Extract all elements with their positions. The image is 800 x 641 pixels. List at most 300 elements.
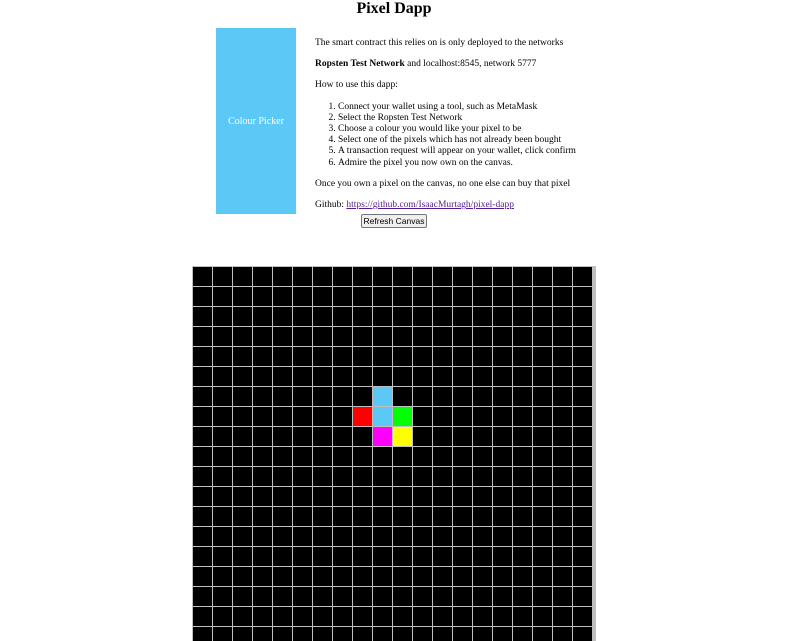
pixel-cell[interactable] — [453, 407, 472, 426]
pixel-cell[interactable] — [353, 287, 372, 306]
pixel-cell[interactable] — [553, 347, 572, 366]
pixel-cell[interactable] — [253, 607, 272, 626]
pixel-cell[interactable] — [473, 587, 492, 606]
pixel-cell[interactable] — [393, 607, 412, 626]
pixel-cell[interactable] — [553, 467, 572, 486]
owned-pixel[interactable] — [373, 427, 392, 446]
pixel-cell[interactable] — [273, 527, 292, 546]
pixel-cell[interactable] — [253, 467, 272, 486]
pixel-cell[interactable] — [293, 567, 312, 586]
colour-picker[interactable] — [216, 28, 296, 214]
pixel-cell[interactable] — [553, 607, 572, 626]
pixel-cell[interactable] — [193, 307, 212, 326]
pixel-cell[interactable] — [573, 367, 592, 386]
pixel-cell[interactable] — [513, 407, 532, 426]
pixel-cell[interactable] — [413, 387, 432, 406]
pixel-cell[interactable] — [213, 347, 232, 366]
pixel-cell[interactable] — [413, 347, 432, 366]
pixel-cell[interactable] — [413, 307, 432, 326]
pixel-cell[interactable] — [193, 587, 212, 606]
pixel-cell[interactable] — [413, 427, 432, 446]
pixel-cell[interactable] — [453, 447, 472, 466]
pixel-cell[interactable] — [253, 407, 272, 426]
pixel-cell[interactable] — [553, 487, 572, 506]
pixel-cell[interactable] — [453, 307, 472, 326]
pixel-cell[interactable] — [433, 447, 452, 466]
pixel-cell[interactable] — [313, 307, 332, 326]
pixel-cell[interactable] — [553, 507, 572, 526]
pixel-cell[interactable] — [533, 587, 552, 606]
pixel-cell[interactable] — [473, 407, 492, 426]
pixel-cell[interactable] — [273, 467, 292, 486]
pixel-cell[interactable] — [573, 567, 592, 586]
pixel-cell[interactable] — [293, 627, 312, 641]
pixel-cell[interactable] — [273, 407, 292, 426]
pixel-cell[interactable] — [493, 327, 512, 346]
pixel-cell[interactable] — [493, 507, 512, 526]
pixel-cell[interactable] — [273, 587, 292, 606]
pixel-cell[interactable] — [373, 287, 392, 306]
pixel-cell[interactable] — [233, 527, 252, 546]
pixel-cell[interactable] — [333, 567, 352, 586]
pixel-cell[interactable] — [513, 367, 532, 386]
pixel-cell[interactable] — [293, 287, 312, 306]
pixel-cell[interactable] — [213, 387, 232, 406]
pixel-cell[interactable] — [433, 507, 452, 526]
pixel-cell[interactable] — [473, 447, 492, 466]
pixel-cell[interactable] — [493, 527, 512, 546]
pixel-cell[interactable] — [433, 407, 452, 426]
pixel-cell[interactable] — [533, 427, 552, 446]
pixel-cell[interactable] — [353, 307, 372, 326]
pixel-cell[interactable] — [353, 267, 372, 286]
pixel-cell[interactable] — [213, 307, 232, 326]
pixel-cell[interactable] — [493, 627, 512, 641]
pixel-cell[interactable] — [573, 487, 592, 506]
pixel-cell[interactable] — [433, 287, 452, 306]
pixel-cell[interactable] — [313, 627, 332, 641]
pixel-cell[interactable] — [193, 607, 212, 626]
pixel-cell[interactable] — [573, 447, 592, 466]
pixel-cell[interactable] — [393, 367, 412, 386]
pixel-cell[interactable] — [193, 367, 212, 386]
pixel-cell[interactable] — [313, 267, 332, 286]
pixel-cell[interactable] — [373, 627, 392, 641]
pixel-cell[interactable] — [373, 547, 392, 566]
pixel-cell[interactable] — [413, 407, 432, 426]
pixel-cell[interactable] — [193, 427, 212, 446]
pixel-cell[interactable] — [453, 467, 472, 486]
pixel-cell[interactable] — [233, 627, 252, 641]
pixel-cell[interactable] — [233, 387, 252, 406]
pixel-cell[interactable] — [293, 527, 312, 546]
pixel-cell[interactable] — [453, 267, 472, 286]
pixel-cell[interactable] — [413, 267, 432, 286]
pixel-cell[interactable] — [233, 307, 252, 326]
pixel-cell[interactable] — [553, 367, 572, 386]
pixel-cell[interactable] — [413, 547, 432, 566]
pixel-cell[interactable] — [293, 427, 312, 446]
pixel-cell[interactable] — [293, 547, 312, 566]
pixel-cell[interactable] — [253, 427, 272, 446]
pixel-cell[interactable] — [453, 587, 472, 606]
pixel-cell[interactable] — [313, 567, 332, 586]
pixel-cell[interactable] — [353, 387, 372, 406]
pixel-cell[interactable] — [453, 287, 472, 306]
pixel-cell[interactable] — [273, 507, 292, 526]
pixel-cell[interactable] — [553, 547, 572, 566]
pixel-cell[interactable] — [453, 327, 472, 346]
pixel-cell[interactable] — [573, 287, 592, 306]
pixel-cell[interactable] — [213, 527, 232, 546]
pixel-cell[interactable] — [333, 307, 352, 326]
pixel-cell[interactable] — [273, 447, 292, 466]
pixel-cell[interactable] — [233, 507, 252, 526]
pixel-cell[interactable] — [253, 527, 272, 546]
pixel-cell[interactable] — [333, 367, 352, 386]
pixel-cell[interactable] — [433, 367, 452, 386]
pixel-cell[interactable] — [513, 547, 532, 566]
pixel-cell[interactable] — [473, 547, 492, 566]
pixel-cell[interactable] — [473, 567, 492, 586]
owned-pixel[interactable] — [393, 407, 412, 426]
pixel-cell[interactable] — [513, 587, 532, 606]
pixel-cell[interactable] — [573, 587, 592, 606]
pixel-cell[interactable] — [313, 387, 332, 406]
pixel-cell[interactable] — [313, 347, 332, 366]
pixel-cell[interactable] — [313, 607, 332, 626]
pixel-cell[interactable] — [453, 607, 472, 626]
pixel-cell[interactable] — [393, 307, 412, 326]
refresh-canvas-button[interactable]: Refresh Canvas — [361, 214, 427, 228]
pixel-cell[interactable] — [213, 627, 232, 641]
pixel-cell[interactable] — [513, 307, 532, 326]
pixel-cell[interactable] — [373, 587, 392, 606]
pixel-cell[interactable] — [533, 307, 552, 326]
pixel-cell[interactable] — [573, 547, 592, 566]
pixel-cell[interactable] — [393, 287, 412, 306]
pixel-cell[interactable] — [333, 447, 352, 466]
pixel-cell[interactable] — [233, 587, 252, 606]
pixel-cell[interactable] — [353, 587, 372, 606]
pixel-cell[interactable] — [233, 607, 252, 626]
pixel-cell[interactable] — [473, 607, 492, 626]
pixel-cell[interactable] — [273, 367, 292, 386]
pixel-cell[interactable] — [273, 427, 292, 446]
pixel-cell[interactable] — [533, 447, 552, 466]
pixel-cell[interactable] — [213, 407, 232, 426]
pixel-cell[interactable] — [333, 407, 352, 426]
pixel-cell[interactable] — [293, 307, 312, 326]
pixel-cell[interactable] — [413, 287, 432, 306]
pixel-cell[interactable] — [413, 587, 432, 606]
pixel-cell[interactable] — [293, 467, 312, 486]
pixel-cell[interactable] — [233, 267, 252, 286]
pixel-cell[interactable] — [233, 547, 252, 566]
pixel-cell[interactable] — [313, 447, 332, 466]
pixel-cell[interactable] — [473, 267, 492, 286]
pixel-cell[interactable] — [433, 327, 452, 346]
pixel-cell[interactable] — [213, 467, 232, 486]
pixel-cell[interactable] — [393, 527, 412, 546]
pixel-cell[interactable] — [273, 387, 292, 406]
pixel-cell[interactable] — [413, 467, 432, 486]
pixel-cell[interactable] — [533, 287, 552, 306]
github-link[interactable]: https://github.com/IsaacMurtagh/pixel-dapp — [346, 200, 514, 211]
pixel-cell[interactable] — [353, 347, 372, 366]
pixel-cell[interactable] — [253, 347, 272, 366]
pixel-cell[interactable] — [213, 487, 232, 506]
pixel-cell[interactable] — [193, 327, 212, 346]
pixel-cell[interactable] — [393, 627, 412, 641]
pixel-cell[interactable] — [553, 627, 572, 641]
pixel-cell[interactable] — [493, 547, 512, 566]
pixel-cell[interactable] — [273, 627, 292, 641]
pixel-cell[interactable] — [313, 367, 332, 386]
pixel-cell[interactable] — [573, 327, 592, 346]
pixel-cell[interactable] — [313, 547, 332, 566]
owned-pixel[interactable] — [373, 387, 392, 406]
pixel-cell[interactable] — [393, 387, 412, 406]
pixel-cell[interactable] — [473, 627, 492, 641]
pixel-cell[interactable] — [373, 527, 392, 546]
pixel-cell[interactable] — [493, 487, 512, 506]
owned-pixel[interactable] — [353, 407, 372, 426]
pixel-cell[interactable] — [573, 407, 592, 426]
pixel-cell[interactable] — [513, 387, 532, 406]
pixel-cell[interactable] — [233, 367, 252, 386]
pixel-cell[interactable] — [393, 467, 412, 486]
pixel-cell[interactable] — [213, 567, 232, 586]
pixel-cell[interactable] — [573, 507, 592, 526]
pixel-cell[interactable] — [233, 447, 252, 466]
pixel-cell[interactable] — [193, 627, 212, 641]
pixel-cell[interactable] — [493, 387, 512, 406]
owned-pixel[interactable] — [393, 427, 412, 446]
pixel-cell[interactable] — [193, 507, 212, 526]
pixel-cell[interactable] — [333, 587, 352, 606]
pixel-cell[interactable] — [493, 367, 512, 386]
pixel-cell[interactable] — [373, 307, 392, 326]
pixel-cell[interactable] — [193, 547, 212, 566]
pixel-cell[interactable] — [333, 487, 352, 506]
pixel-cell[interactable] — [413, 327, 432, 346]
pixel-cell[interactable] — [533, 607, 552, 626]
pixel-cell[interactable] — [313, 467, 332, 486]
pixel-cell[interactable] — [393, 507, 412, 526]
pixel-cell[interactable] — [233, 347, 252, 366]
pixel-cell[interactable] — [413, 367, 432, 386]
pixel-cell[interactable] — [573, 467, 592, 486]
pixel-cell[interactable] — [273, 267, 292, 286]
pixel-cell[interactable] — [453, 527, 472, 546]
pixel-cell[interactable] — [353, 487, 372, 506]
pixel-cell[interactable] — [313, 587, 332, 606]
pixel-cell[interactable] — [413, 487, 432, 506]
pixel-cell[interactable] — [493, 467, 512, 486]
pixel-cell[interactable] — [433, 387, 452, 406]
pixel-cell[interactable] — [273, 567, 292, 586]
pixel-cell[interactable] — [513, 507, 532, 526]
pixel-cell[interactable] — [233, 287, 252, 306]
pixel-cell[interactable] — [433, 607, 452, 626]
pixel-cell[interactable] — [473, 327, 492, 346]
pixel-cell[interactable] — [453, 367, 472, 386]
pixel-cell[interactable] — [533, 567, 552, 586]
pixel-cell[interactable] — [333, 427, 352, 446]
pixel-cell[interactable] — [233, 427, 252, 446]
pixel-cell[interactable] — [573, 627, 592, 641]
pixel-cell[interactable] — [213, 447, 232, 466]
pixel-cell[interactable] — [513, 287, 532, 306]
owned-pixel[interactable] — [373, 407, 392, 426]
pixel-cell[interactable] — [193, 527, 212, 546]
pixel-cell[interactable] — [393, 547, 412, 566]
pixel-cell[interactable] — [533, 327, 552, 346]
pixel-cell[interactable] — [553, 407, 572, 426]
pixel-cell[interactable] — [273, 347, 292, 366]
pixel-cell[interactable] — [253, 567, 272, 586]
pixel-cell[interactable] — [433, 467, 452, 486]
pixel-cell[interactable] — [573, 347, 592, 366]
pixel-cell[interactable] — [273, 487, 292, 506]
pixel-cell[interactable] — [513, 467, 532, 486]
pixel-cell[interactable] — [373, 507, 392, 526]
pixel-cell[interactable] — [193, 447, 212, 466]
pixel-cell[interactable] — [213, 267, 232, 286]
pixel-cell[interactable] — [553, 287, 572, 306]
pixel-cell[interactable] — [533, 367, 552, 386]
pixel-cell[interactable] — [473, 287, 492, 306]
pixel-cell[interactable] — [313, 327, 332, 346]
pixel-cell[interactable] — [553, 387, 572, 406]
pixel-cell[interactable] — [233, 407, 252, 426]
pixel-cell[interactable] — [573, 427, 592, 446]
pixel-cell[interactable] — [393, 327, 412, 346]
pixel-cell[interactable] — [193, 467, 212, 486]
pixel-cell[interactable] — [433, 347, 452, 366]
pixel-cell[interactable] — [493, 607, 512, 626]
pixel-cell[interactable] — [573, 607, 592, 626]
pixel-cell[interactable] — [213, 367, 232, 386]
pixel-cell[interactable] — [393, 267, 412, 286]
pixel-cell[interactable] — [213, 427, 232, 446]
pixel-cell[interactable] — [473, 507, 492, 526]
pixel-cell[interactable] — [513, 527, 532, 546]
pixel-cell[interactable] — [373, 347, 392, 366]
pixel-cell[interactable] — [253, 627, 272, 641]
pixel-cell[interactable] — [493, 287, 512, 306]
pixel-cell[interactable] — [373, 327, 392, 346]
pixel-cell[interactable] — [333, 387, 352, 406]
pixel-cell[interactable] — [313, 427, 332, 446]
pixel-cell[interactable] — [533, 487, 552, 506]
pixel-cell[interactable] — [233, 487, 252, 506]
pixel-cell[interactable] — [253, 327, 272, 346]
pixel-cell[interactable] — [493, 587, 512, 606]
pixel-cell[interactable] — [513, 267, 532, 286]
pixel-cell[interactable] — [453, 627, 472, 641]
pixel-cell[interactable] — [573, 267, 592, 286]
pixel-cell[interactable] — [353, 427, 372, 446]
pixel-cell[interactable] — [333, 527, 352, 546]
pixel-cell[interactable] — [213, 547, 232, 566]
pixel-cell[interactable] — [333, 467, 352, 486]
pixel-cell[interactable] — [433, 587, 452, 606]
pixel-cell[interactable] — [513, 327, 532, 346]
pixel-cell[interactable] — [273, 607, 292, 626]
pixel-cell[interactable] — [513, 487, 532, 506]
pixel-cell[interactable] — [493, 567, 512, 586]
pixel-cell[interactable] — [493, 307, 512, 326]
pixel-cell[interactable] — [213, 607, 232, 626]
pixel-cell[interactable] — [573, 307, 592, 326]
pixel-cell[interactable] — [233, 567, 252, 586]
pixel-cell[interactable] — [473, 487, 492, 506]
pixel-cell[interactable] — [293, 407, 312, 426]
pixel-cell[interactable] — [273, 547, 292, 566]
pixel-cell[interactable] — [413, 567, 432, 586]
pixel-cell[interactable] — [293, 327, 312, 346]
pixel-cell[interactable] — [293, 587, 312, 606]
pixel-cell[interactable] — [433, 567, 452, 586]
pixel-cell[interactable] — [213, 287, 232, 306]
pixel-cell[interactable] — [433, 487, 452, 506]
pixel-cell[interactable] — [473, 387, 492, 406]
pixel-cell[interactable] — [333, 547, 352, 566]
pixel-cell[interactable] — [353, 327, 372, 346]
pixel-cell[interactable] — [273, 327, 292, 346]
pixel-cell[interactable] — [413, 507, 432, 526]
pixel-cell[interactable] — [313, 407, 332, 426]
pixel-cell[interactable] — [433, 307, 452, 326]
pixel-cell[interactable] — [253, 487, 272, 506]
pixel-cell[interactable] — [453, 567, 472, 586]
pixel-cell[interactable] — [193, 567, 212, 586]
pixel-cell[interactable] — [293, 267, 312, 286]
pixel-cell[interactable] — [313, 527, 332, 546]
pixel-cell[interactable] — [293, 387, 312, 406]
pixel-cell[interactable] — [413, 527, 432, 546]
pixel-cell[interactable] — [233, 327, 252, 346]
pixel-cell[interactable] — [373, 447, 392, 466]
pixel-cell[interactable] — [533, 407, 552, 426]
pixel-cell[interactable] — [473, 307, 492, 326]
pixel-cell[interactable] — [373, 607, 392, 626]
pixel-cell[interactable] — [353, 547, 372, 566]
pixel-cell[interactable] — [273, 287, 292, 306]
pixel-cell[interactable] — [433, 547, 452, 566]
pixel-cell[interactable] — [333, 507, 352, 526]
pixel-cell[interactable] — [493, 427, 512, 446]
pixel-cell[interactable] — [353, 367, 372, 386]
pixel-cell[interactable] — [493, 407, 512, 426]
pixel-cell[interactable] — [553, 307, 572, 326]
pixel-cell[interactable] — [193, 287, 212, 306]
pixel-cell[interactable] — [333, 287, 352, 306]
pixel-cell[interactable] — [393, 487, 412, 506]
pixel-cell[interactable] — [453, 507, 472, 526]
pixel-cell[interactable] — [473, 427, 492, 446]
pixel-cell[interactable] — [553, 567, 572, 586]
pixel-cell[interactable] — [533, 387, 552, 406]
pixel-cell[interactable] — [473, 467, 492, 486]
pixel-cell[interactable] — [313, 287, 332, 306]
pixel-cell[interactable] — [433, 627, 452, 641]
pixel-cell[interactable] — [553, 527, 572, 546]
pixel-cell[interactable] — [333, 267, 352, 286]
pixel-cell[interactable] — [253, 587, 272, 606]
